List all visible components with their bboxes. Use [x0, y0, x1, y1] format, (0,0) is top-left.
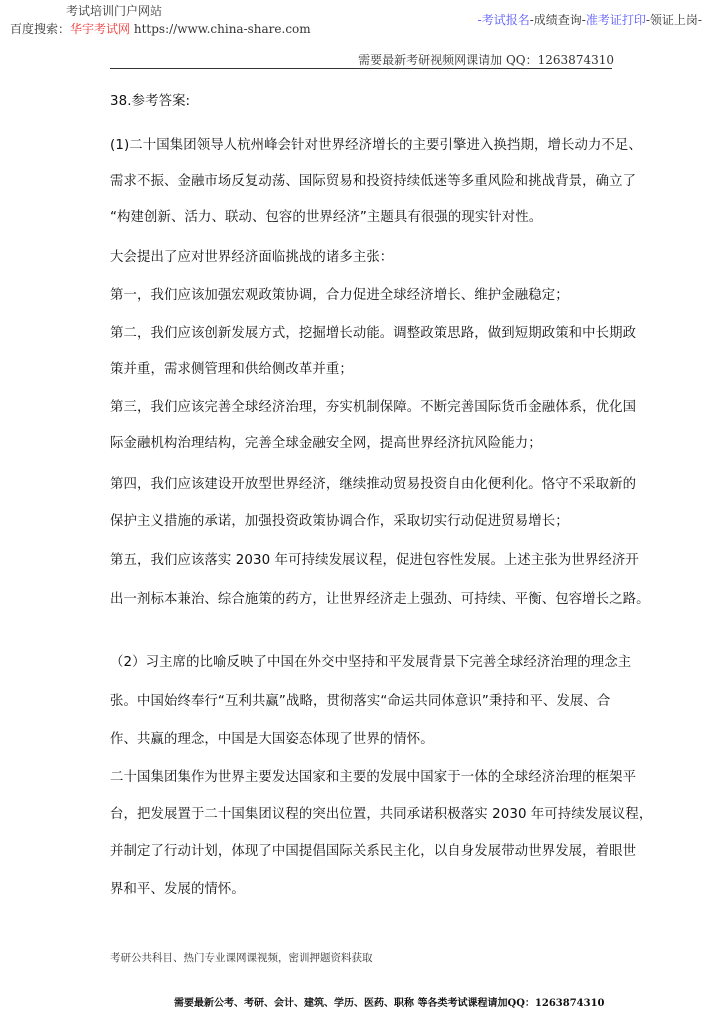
- text-line: 并制定了行动计划，体现了中国提倡国际关系民主化，以自身发展带动世界发展，着眼世: [110, 844, 637, 859]
- text-line: 作、共赢的理念，中国是大国姿态体现了世界的情怀。: [110, 732, 434, 747]
- text-line: 二十国集团集作为世界主要发达国家和主要的发展中国家于一体的全球经济治理的框架平: [110, 770, 637, 785]
- text-line: 第五，我们应该落实 2030 年可持续发展议程，促进包容性发展。上述主张为世界经济开: [110, 553, 639, 568]
- top-link: -成绩查询-: [529, 13, 586, 27]
- text-line: 策并重，需求侧管理和供给侧改革并重；: [110, 362, 353, 377]
- top-link[interactable]: 准考证打印: [585, 13, 646, 27]
- footer-note: 考研公共科目、热门专业课网课视频，密训押题资料获取: [110, 952, 373, 964]
- text-line: 第二，我们应该创新发展方式，挖掘增长动能。调整政策思路，做到短期政策和中长期政: [110, 326, 637, 341]
- text-line: (1)二十国集团领导人杭州峰会针对世界经济增长的主要引擎进入换挡期，增长动力不足、: [110, 138, 642, 153]
- brand-link[interactable]: 华宇考试网: [70, 22, 131, 36]
- top-link[interactable]: 考试报名: [481, 13, 530, 27]
- text-line: 台，把发展置于二十国集团议程的突出位置，共同承诺积极落实 2030 年可持续发展议程，: [110, 807, 653, 822]
- text-line: 张。中国始终奉行“互利共赢”战略，贯彻落实“命运共同体意识”秉持和平、发展、合: [110, 694, 611, 709]
- top-links: [478, 11, 702, 28]
- text-line: 大会提出了应对世界经济面临挑战的诸多主张：: [110, 250, 394, 265]
- text-line: “构建创新、活力、联动、包容的世界经济”主题具有很强的现实针对性。: [110, 210, 543, 225]
- text-line: 际金融机构治理结构，完善全球金融安全网，提高世界经济抗风险能力；: [110, 436, 542, 451]
- text-line: 第四，我们应该建设开放型世界经济，继续推动贸易投资自由化便利化。恪守不采取新的: [110, 477, 637, 492]
- text-line: 38.参考答案:: [110, 94, 191, 109]
- top-link[interactable]: -: [477, 13, 482, 27]
- search-label: 百度搜索：: [10, 22, 71, 36]
- site-title: 考试培训门户网站: [66, 4, 163, 18]
- header-divider: [110, 68, 612, 69]
- text-line: 第三，我们应该完善全球经济治理，夯实机制保障。不断完善国际货币金融体系，优化国: [110, 400, 637, 415]
- text-line: 第一，我们应该加强宏观政策协调，合力促进全球经济增长、维护金融稳定；: [110, 288, 569, 303]
- text-line: 需求不振、金融市场反复动荡、国际贸易和投资持续低迷等多重风险和挑战背景，确立了: [110, 174, 637, 189]
- top-link: -领证上岗-: [645, 13, 702, 27]
- text-line: 界和平、发展的情怀。: [110, 882, 245, 897]
- footer-contact: 需要最新公考、考研、会计、建筑、学历、医药、职称 等各类考试课程请加QQ：1263874310: [174, 998, 605, 1009]
- text-line: 出一剂标本兼治、综合施策的药方，让世界经济走上强劲、可持续、平衡、包容增长之路。: [110, 592, 650, 607]
- search-hint: [10, 20, 311, 37]
- site-url[interactable]: https://www.china-share.com: [133, 22, 311, 36]
- header-contact: 需要最新考研视频网课请加 QQ：1263874310: [358, 53, 614, 67]
- text-line: 保护主义措施的承诺，加强投资政策协调合作，采取切实行动促进贸易增长；: [110, 514, 569, 529]
- text-line: （2）习主席的比喻反映了中国在外交中坚持和平发展背景下完善全球经济治理的理念主: [110, 655, 632, 670]
